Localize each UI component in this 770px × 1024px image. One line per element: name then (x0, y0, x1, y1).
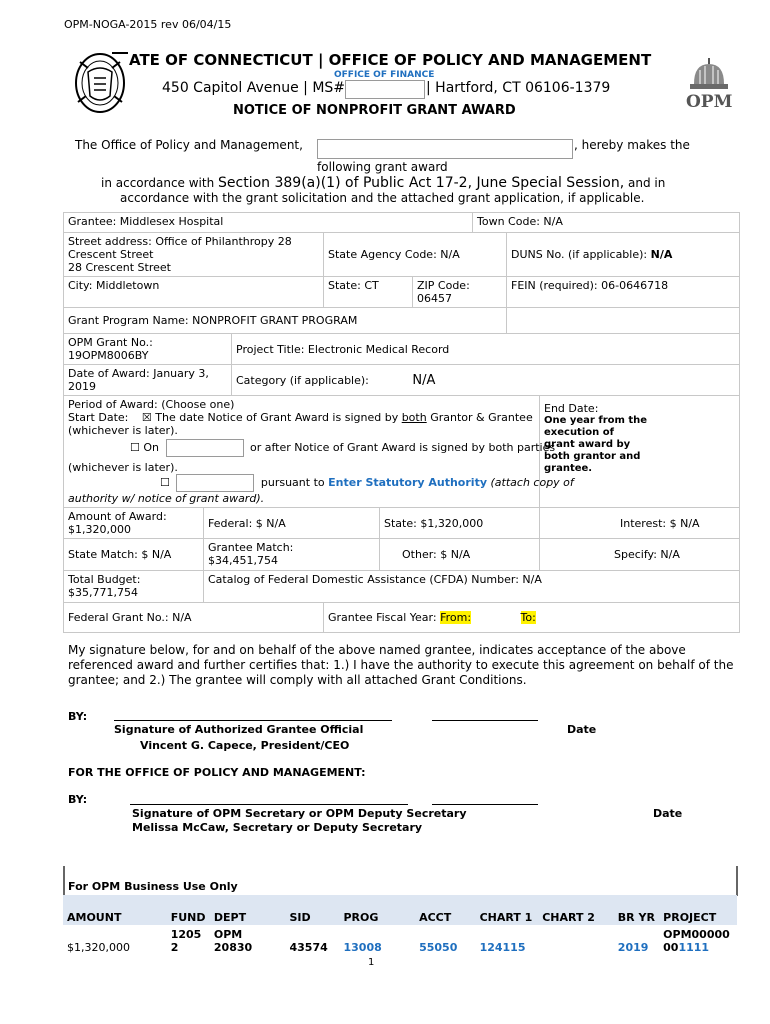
business-use-table (63, 895, 737, 955)
federal-cell: Federal: $ N/A (204, 508, 380, 539)
state-match-cell: State Match: $ N/A (64, 539, 204, 571)
option1-end: Grantor & Grantee (430, 411, 533, 424)
date-of-award-cell (64, 365, 232, 396)
address-left: 450 Capitol Avenue | MS# (162, 80, 346, 96)
opm-date-line[interactable] (432, 804, 538, 805)
program-blank-cell (507, 308, 740, 334)
opm-signature-label: Signature of OPM Secretary or OPM Deputy Secretary (132, 807, 467, 820)
intro-line1-right: , hereby makes the (574, 138, 690, 152)
amount-of-award-cell (64, 508, 204, 539)
fiscal-from[interactable]: From: (440, 611, 472, 624)
option2-on: On (143, 441, 160, 454)
option3-input[interactable] (176, 474, 254, 492)
grantee-match-line1: Grantee Match: (208, 541, 294, 554)
category-cell (232, 365, 740, 396)
row-amount: $1,320,000 (67, 941, 130, 954)
address-right: | Hartford, CT 06106-1379 (426, 80, 611, 96)
business-left-border (63, 866, 65, 896)
notice-title: NOTICE OF NONPROFIT GRANT AWARD (233, 103, 516, 118)
interest-cell: Interest: $ N/A (540, 508, 740, 539)
col-dept: DEPT (210, 895, 286, 925)
amount-line2: $1,320,000 (68, 523, 131, 536)
option2-text: or after Notice of Grant Award is signed by both parties (250, 441, 556, 454)
statutory-authority-link[interactable]: Enter Statutory Authority (328, 476, 487, 489)
federal-grant-no-cell: Federal Grant No.: N/A (64, 603, 324, 633)
program-name-cell: Grant Program Name: NONPROFIT GRANT PROGRAM (64, 308, 507, 334)
intro-line4: accordance with the grant solicitation and the attached grant application, if applicable. (120, 191, 645, 205)
state-amount-cell: State: $1,320,000 (380, 508, 540, 539)
project-title-cell: Project Title: Electronic Medical Record (232, 334, 740, 365)
header-mark (112, 52, 128, 54)
option2-checkbox[interactable]: ☐ (130, 441, 140, 454)
col-fund: FUND (167, 895, 210, 925)
intro-line3 (101, 175, 665, 191)
acceptance-paragraph: My signature below, for and on behalf of the above named grantee, indicates acceptance of the above referenced award and further certifies that: 1.) I have the authority to execute this agreement on behalf of the grantee; and 2.) The grantee will comply with all attached Grant Conditions. (68, 643, 734, 687)
date-of-award-line2: 2019 (68, 380, 96, 393)
date-label-2: Date (653, 807, 683, 820)
page-number: 1 (368, 957, 375, 968)
grantee-signature-name: Vincent G. Capece, President/CEO (140, 739, 350, 752)
option2-later: (whichever is later). (68, 461, 178, 474)
col-project: PROJECT (659, 895, 737, 925)
office-label: OFFICE OF FINANCE (334, 70, 435, 80)
business-title: For OPM Business Use Only (68, 880, 238, 893)
city-cell: City: Middletown (64, 277, 324, 308)
opm-grant-no-cell: OPM Grant No.: 19OPM8006BY (64, 334, 232, 365)
capitol-dome-icon (686, 56, 732, 90)
option2-date-input[interactable] (166, 439, 244, 457)
total-budget-line1: Total Budget: (68, 573, 141, 586)
grantee-match-cell (204, 539, 380, 571)
col-chart1: CHART 1 (476, 895, 539, 925)
col-amount: AMOUNT (63, 895, 167, 925)
col-acct: ACCT (415, 895, 475, 925)
fiscal-year-label: Grantee Fiscal Year: (328, 611, 437, 624)
end-date-text: One year from the execution of grant award by both grantor and grantee. (544, 415, 648, 474)
specify-cell: Specify: N/A (540, 539, 740, 571)
period-option-3 (68, 474, 574, 492)
end-date-label: End Date: (544, 402, 599, 415)
col-bryr: BR YR (614, 895, 659, 925)
option3-post: (attach copy of (490, 476, 574, 489)
row-dept: OPM 20830 (213, 928, 253, 954)
cfda-cell: Catalog of Federal Domestic Assistance (CFDA) Number: N/A (204, 571, 740, 603)
street-line-2: Crescent Street (68, 248, 154, 261)
period-title: Period of Award: (Choose one) (68, 398, 235, 411)
row-sid: 43574 (289, 941, 328, 954)
other-cell: Other: $ N/A (380, 539, 540, 571)
by-label-2: BY: (68, 793, 88, 806)
start-date-label: Start Date: (68, 411, 129, 424)
duns-label: DUNS No. (if applicable): (511, 248, 648, 261)
category-label: Category (if applicable): (236, 373, 369, 387)
table-row (63, 925, 737, 955)
row-prog: 13008 (343, 941, 382, 954)
street-line-1: Street address: Office of Philanthropy 28 (68, 235, 292, 248)
duns-cell (507, 233, 740, 277)
category-value: N/A (412, 372, 436, 388)
row-bryr: 2019 (617, 941, 649, 954)
total-budget-cell (64, 571, 204, 603)
row-project-b: 1111 (678, 941, 710, 954)
form-id: OPM-NOGA-2015 rev 06/04/15 (64, 18, 232, 31)
opm-logo (686, 56, 732, 112)
amount-line1: Amount of Award: (68, 510, 167, 523)
row-project (659, 925, 737, 955)
row-chart2 (538, 925, 614, 955)
row-project-a: OPM0000000 (663, 928, 730, 954)
duns-value: N/A (650, 248, 673, 261)
col-sid: SID (285, 895, 339, 925)
row-acct: 55050 (419, 941, 458, 954)
state-seal-icon (74, 52, 126, 114)
fiscal-year-cell (324, 603, 740, 633)
intro-line3-pre: in accordance with (101, 176, 215, 190)
zip-cell: ZIP Code: 06457 (413, 277, 507, 308)
date-of-award-line1: Date of Award: January 3, (68, 367, 209, 380)
row-chart1: 124115 (479, 941, 526, 954)
intro-line1-left: The Office of Policy and Management, (75, 138, 303, 152)
opm-official-input[interactable] (317, 139, 573, 159)
ms-input[interactable] (345, 80, 425, 99)
period-option-2 (68, 439, 556, 457)
intro-line3-post: and in (628, 176, 666, 190)
col-prog: PROG (339, 895, 415, 925)
business-right-border (736, 866, 738, 896)
option3-pre: pursuant to (260, 476, 325, 489)
org-title: ATE OF CONNECTICUT | OFFICE OF POLICY AND MANAGEMENT (129, 51, 652, 69)
by-label-1: BY: (68, 710, 88, 723)
street-line-3: 28 Crescent Street (68, 261, 171, 274)
option3-checkbox[interactable]: ☐ (160, 476, 170, 489)
grantee-date-line[interactable] (432, 720, 538, 721)
grantee-signature-line[interactable] (114, 720, 392, 721)
statutory-reference: Section 389(a)(1) of Public Act 17-2, June Special Session, (218, 175, 625, 191)
state-cell: State: CT (324, 277, 413, 308)
col-chart2: CHART 2 (538, 895, 614, 925)
opm-logo-text: OPM (686, 92, 733, 112)
opm-signature-line[interactable] (130, 804, 408, 805)
grant-info-table (63, 212, 740, 633)
grantee-signature-label: Signature of Authorized Grantee Official (114, 723, 364, 736)
grantee-cell: Grantee: Middlesex Hospital (64, 213, 473, 233)
for-opm-heading: FOR THE OFFICE OF POLICY AND MANAGEMENT: (68, 766, 366, 779)
option1-later: (whichever is later). (68, 424, 178, 437)
fiscal-to[interactable]: To: (520, 611, 536, 624)
period-option-1 (68, 411, 535, 424)
option1-text: The date Notice of Grant Award is signed by (155, 411, 399, 424)
town-code-cell: Town Code: N/A (473, 213, 740, 233)
grantee-match-line2: $34,451,754 (208, 554, 278, 567)
option3-line2: authority w/ notice of grant award). (68, 492, 265, 505)
option1-both: both (401, 411, 427, 424)
row-fund: 12052 (170, 928, 202, 954)
date-label-1: Date (567, 723, 597, 736)
total-budget-line2: $35,771,754 (68, 586, 138, 599)
opm-signature-name: Melissa McCaw, Secretary or Deputy Secretary (132, 821, 423, 834)
intro-line2: following grant award (317, 160, 448, 174)
fein-cell: FEIN (required): 06-0646718 (507, 277, 740, 308)
street-address-cell (64, 233, 324, 277)
option1-checkbox[interactable]: ☒ (141, 411, 152, 424)
state-agency-code-cell: State Agency Code: N/A (324, 233, 507, 277)
